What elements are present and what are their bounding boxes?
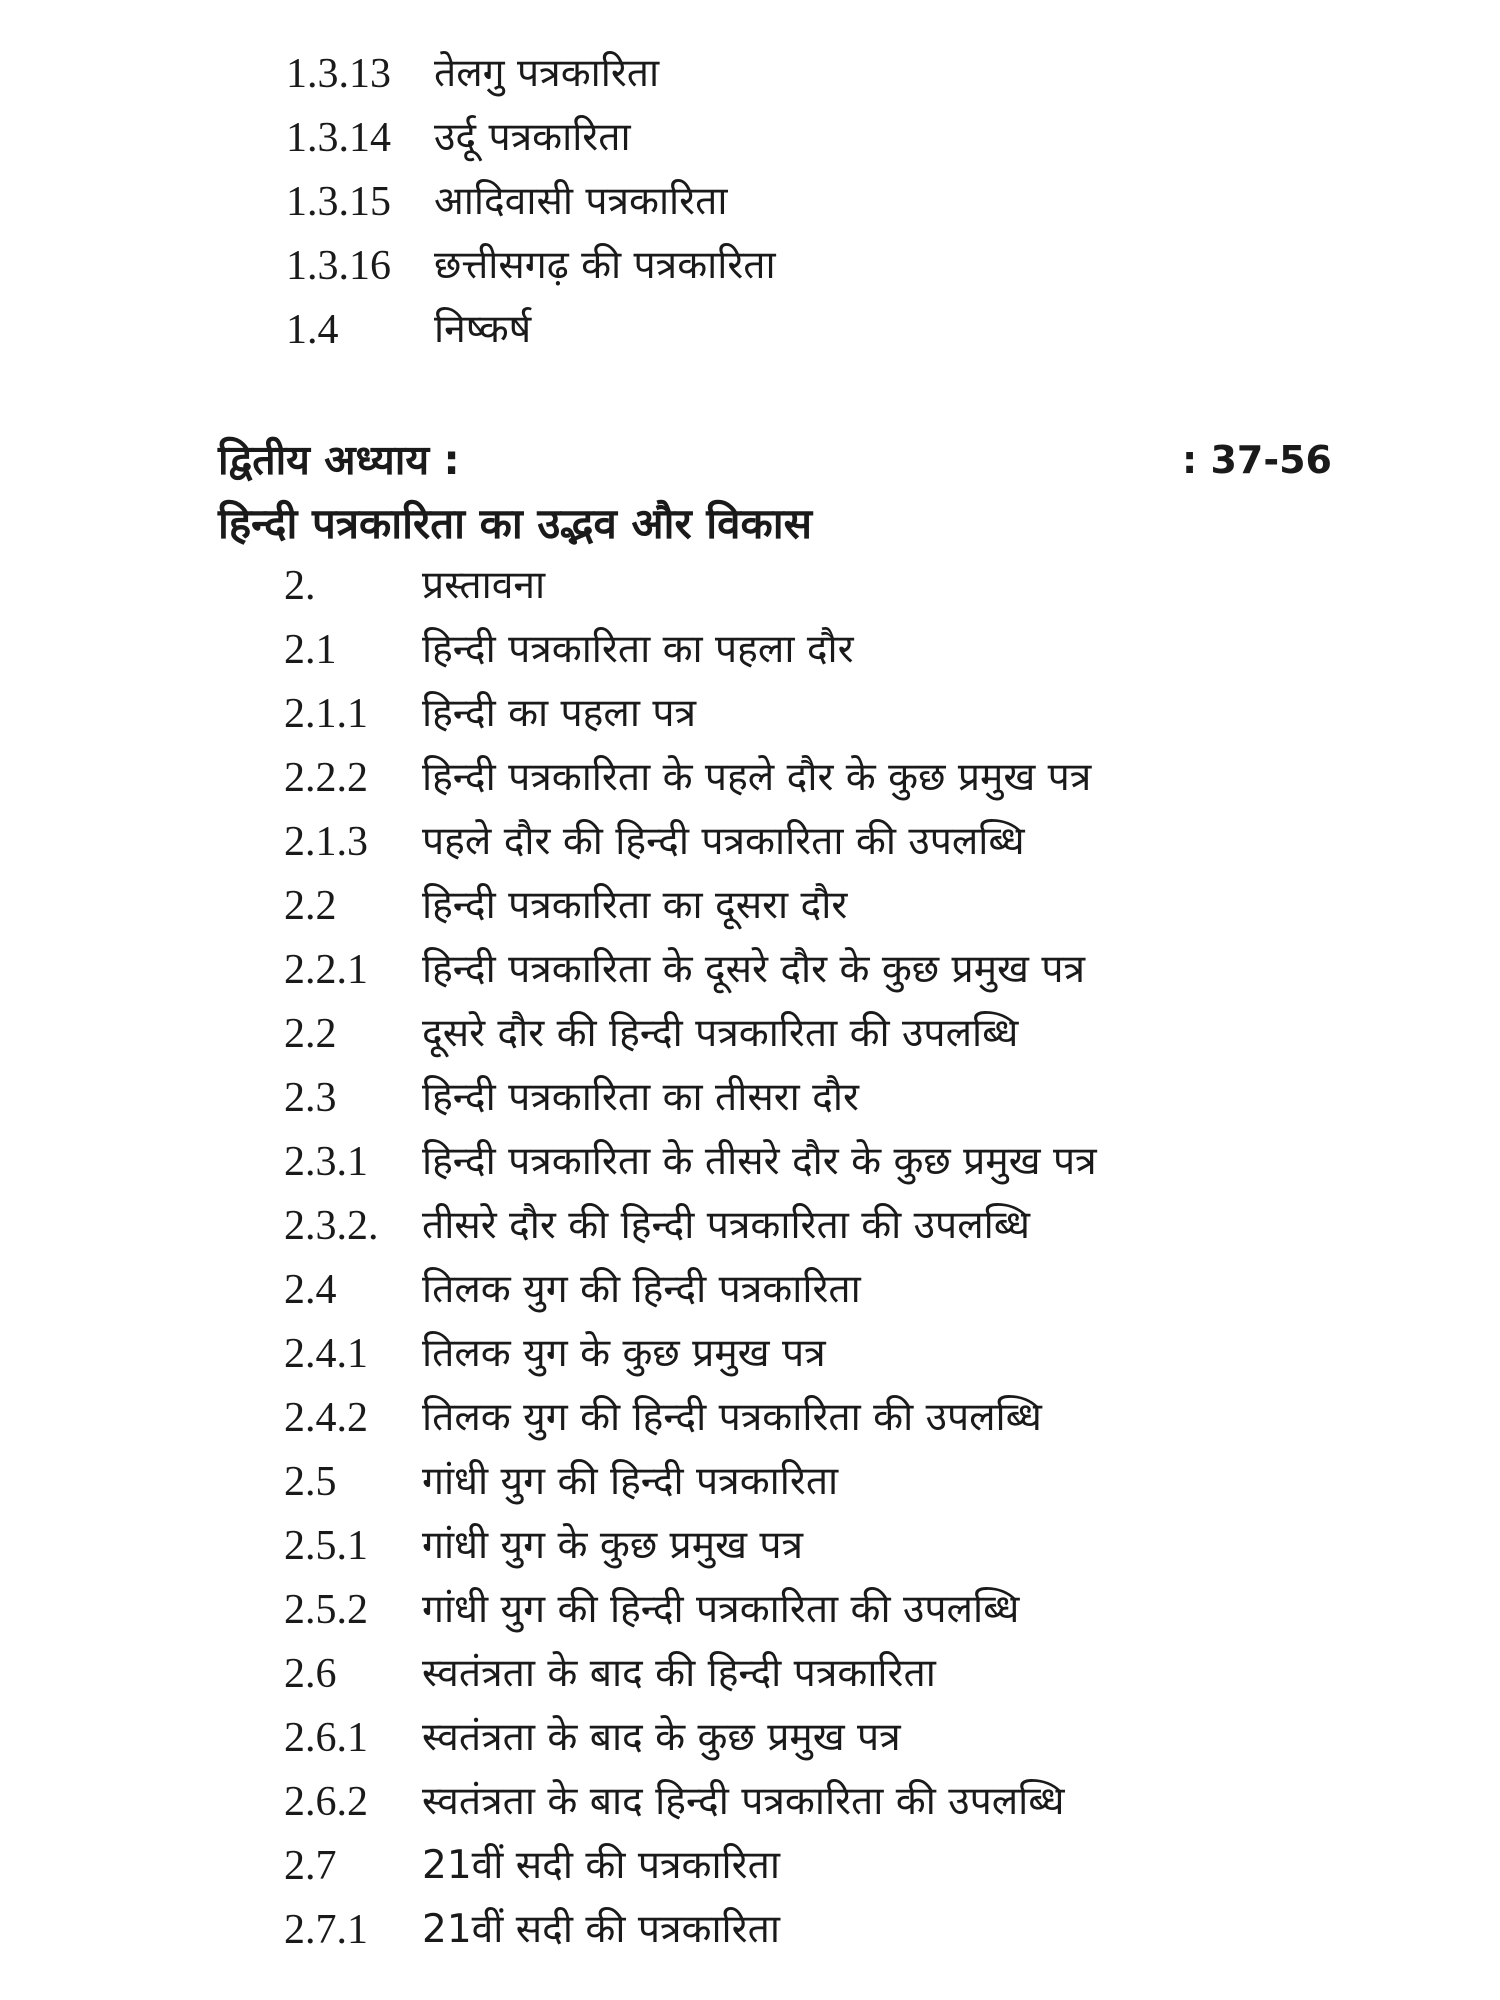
toc-entry-title: आदिवासी पत्रकारिता [434,179,728,224]
toc-entry-title: छत्तीसगढ़ की पत्रकारिता [434,243,776,288]
toc-entry-number: 2.1 [284,627,337,673]
toc-entry-title: हिन्दी का पहला पत्र [422,691,696,736]
toc-entry-title: स्वतंत्रता के बाद की हिन्दी पत्रकारिता [422,1651,936,1696]
toc-entry-title: उर्दू पत्रकारिता [434,115,631,160]
toc-entry-title: तिलक युग की हिन्दी पत्रकारिता की उपलब्धि [422,1395,1042,1440]
toc-entry-number: 1.3.15 [286,179,391,225]
chapter-heading: द्वितीय अध्याय : [218,436,460,484]
toc-entry-title: हिन्दी पत्रकारिता का पहला दौर [422,627,854,672]
toc-entry-title: स्वतंत्रता के बाद के कुछ प्रमुख पत्र [422,1715,901,1760]
toc-entry-number: 2.6.2 [284,1779,368,1825]
toc-entry-title: गांधी युग की हिन्दी पत्रकारिता की उपलब्धि [422,1587,1020,1632]
toc-entry-number: 2.1.3 [284,819,368,865]
toc-entry-number: 2.2.1 [284,947,368,993]
toc-entry-number: 2.3.2. [284,1203,379,1249]
toc-entry-title: हिन्दी पत्रकारिता के तीसरे दौर के कुछ प्रमुख पत्र [422,1139,1097,1184]
toc-entry-number: 2.4.1 [284,1331,368,1377]
toc-entry-number: 2.4.2 [284,1395,368,1441]
toc-entry-number: 1.3.16 [286,243,391,289]
toc-entry-number: 2.2 [284,1011,337,1057]
toc-entry-number: 2. [284,563,316,609]
toc-entry-number: 2.4 [284,1267,337,1313]
toc-entry-title: हिन्दी पत्रकारिता के दूसरे दौर के कुछ प्रमुख पत्र [422,947,1086,992]
toc-entry-title: हिन्दी पत्रकारिता के पहले दौर के कुछ प्रमुख पत्र [422,755,1092,800]
toc-entry-title: दूसरे दौर की हिन्दी पत्रकारिता की उपलब्धि [422,1011,1019,1056]
toc-entry-title: प्रस्तावना [422,563,546,608]
toc-entry-title: गांधी युग की हिन्दी पत्रकारिता [422,1459,839,1504]
toc-entry-number: 2.5.1 [284,1523,368,1569]
toc-entry-number: 2.6 [284,1651,337,1697]
toc-entry-title: स्वतंत्रता के बाद हिन्दी पत्रकारिता की उपलब्धि [422,1779,1065,1824]
toc-entry-number: 2.7.1 [284,1907,368,1953]
toc-entry-number: 2.3.1 [284,1139,368,1185]
toc-entry-title: पहले दौर की हिन्दी पत्रकारिता की उपलब्धि [422,819,1025,864]
chapter-page-range: : 37-56 [1182,438,1332,482]
toc-entry-number: 2.2 [284,883,337,929]
chapter-title: हिन्दी पत्रकारिता का उद्भव और विकास [218,499,813,548]
toc-entry-title: तिलक युग के कुछ प्रमुख पत्र [422,1331,826,1376]
toc-entry-number: 2.5.2 [284,1587,368,1633]
toc-entry-title: गांधी युग के कुछ प्रमुख पत्र [422,1523,804,1568]
toc-entry-title: तेलगु पत्रकारिता [434,51,660,96]
toc-entry-number: 1.3.13 [286,51,391,97]
toc-entry-title: 21वीं सदी की पत्रकारिता [422,1907,780,1952]
toc-entry-title: 21वीं सदी की पत्रकारिता [422,1843,780,1888]
toc-entry-number: 2.3 [284,1075,337,1121]
toc-entry-number: 2.5 [284,1459,337,1505]
toc-entry-title: तिलक युग की हिन्दी पत्रकारिता [422,1267,861,1312]
toc-entry-number: 1.4 [286,307,339,353]
toc-entry-number: 2.7 [284,1843,337,1889]
toc-entry-number: 2.2.2 [284,755,368,801]
toc-entry-title: तीसरे दौर की हिन्दी पत्रकारिता की उपलब्धि [422,1203,1030,1248]
toc-entry-number: 2.6.1 [284,1715,368,1761]
toc-entry-title: निष्कर्ष [434,307,532,352]
toc-entry-title: हिन्दी पत्रकारिता का दूसरा दौर [422,883,848,928]
toc-entry-number: 2.1.1 [284,691,368,737]
toc-entry-number: 1.3.14 [286,115,391,161]
toc-entry-title: हिन्दी पत्रकारिता का तीसरा दौर [422,1075,859,1120]
